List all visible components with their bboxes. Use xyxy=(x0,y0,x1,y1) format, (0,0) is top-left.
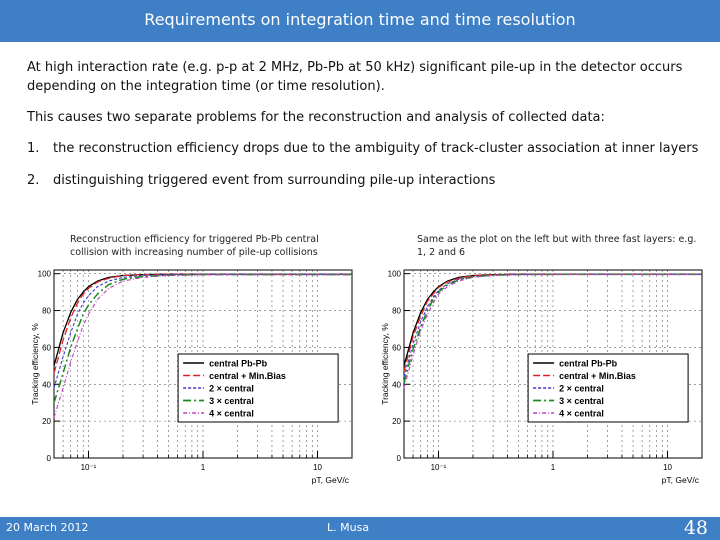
y-tick-label: 0 xyxy=(46,454,51,463)
caption-left: Reconstruction efficiency for triggered Pb-Pb central collision with increasing number of pile-up collisions xyxy=(70,234,319,258)
intro-paragraph: At high interaction rate (e.g. p-p at 2 MHz, Pb-Pb at 50 kHz) significant pile-up in the detector occurs depending on the integration time (or time resolution). xyxy=(27,60,683,94)
y-tick-label: 40 xyxy=(42,380,51,390)
y-tick-label: 0 xyxy=(396,454,401,463)
x-axis-label: pT, GeV/c xyxy=(311,475,349,485)
footer-date: 20 March 2012 xyxy=(6,521,89,534)
legend-entry: central Pb-Pb xyxy=(209,358,268,369)
list-item xyxy=(27,173,495,188)
legend-entry: 4 × central xyxy=(559,408,604,419)
list-item-number: 2. xyxy=(27,173,40,188)
list-item-text: distinguishing triggered event from surrounding pile-up interactions xyxy=(53,173,496,188)
legend-entry: 4 × central xyxy=(209,408,254,419)
x-tick-label: 10⁻¹ xyxy=(80,463,97,472)
y-axis-label: Tracking efficiency, % xyxy=(380,323,390,405)
legend-entry: central + Min.Bias xyxy=(559,371,636,381)
x-tick-label: 1 xyxy=(550,463,556,472)
efficiency-plot-left xyxy=(28,264,360,494)
list-item-text: the reconstruction efficiency drops due to the ambiguity of track-cluster association at inner layers xyxy=(53,141,699,156)
series-line xyxy=(54,274,352,366)
y-axis-label: Tracking efficiency, % xyxy=(30,323,40,405)
legend-entry: 3 × central xyxy=(559,396,604,406)
x-tick-label: 10⁻¹ xyxy=(430,463,447,472)
y-tick-label: 80 xyxy=(42,306,51,316)
page-number: 48 xyxy=(683,517,708,539)
problems-paragraph: This causes two separate problems for the reconstruction and analysis of collected data: xyxy=(27,110,605,125)
legend-entry: 2 × central xyxy=(559,383,604,394)
y-tick-label: 60 xyxy=(392,343,401,353)
slide-title: Requirements on integration time and time resolution xyxy=(144,10,576,29)
x-tick-label: 10 xyxy=(313,463,322,472)
legend-entry: central + Min.Bias xyxy=(209,371,286,381)
y-tick-label: 40 xyxy=(392,380,401,390)
y-tick-label: 100 xyxy=(37,269,51,279)
slide-title-bar xyxy=(0,0,720,42)
legend-entry: 2 × central xyxy=(209,383,254,394)
footer-author: L. Musa xyxy=(327,521,370,534)
y-tick-label: 100 xyxy=(387,269,401,279)
x-axis-label: pT, GeV/c xyxy=(661,475,699,485)
x-tick-label: 10 xyxy=(663,463,672,472)
y-tick-label: 20 xyxy=(42,417,51,427)
list-item xyxy=(27,141,698,156)
y-tick-label: 20 xyxy=(392,417,401,427)
efficiency-plot-right xyxy=(378,264,710,494)
y-tick-label: 80 xyxy=(392,306,401,316)
footer-bar xyxy=(0,517,720,540)
list-item-number: 1. xyxy=(27,141,40,156)
legend-entry: central Pb-Pb xyxy=(559,358,618,369)
series-line xyxy=(404,274,702,366)
x-tick-label: 1 xyxy=(200,463,206,472)
caption-right: Same as the plot on the left but with three fast layers: e.g. 1, 2 and 6 xyxy=(417,234,697,258)
legend-entry: 3 × central xyxy=(209,396,254,406)
y-tick-label: 60 xyxy=(42,343,51,353)
